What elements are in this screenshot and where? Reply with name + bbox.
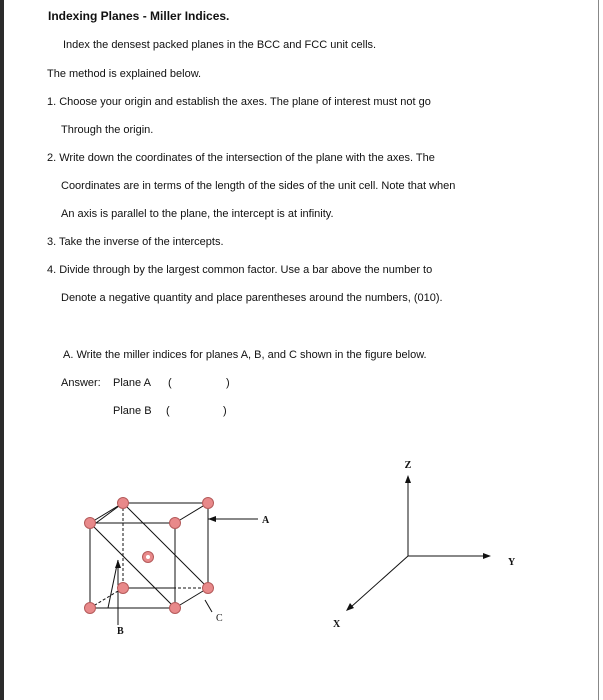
atom-body-center-highlight — [146, 555, 150, 559]
left-border — [0, 0, 4, 700]
atom-front-top-right — [170, 518, 181, 529]
plane-a-label: Plane A — [113, 377, 151, 389]
step-2-line-1: 2. Write down the coordinates of the intersection of the plane with the axes. The — [47, 152, 435, 164]
step-4-line-1: 4. Divide through by the largest common factor. Use a bar above the number to — [47, 264, 433, 276]
axis-z-label: Z — [404, 460, 412, 471]
arrow-head-a — [208, 516, 216, 522]
question-a: A. Write the miller indices for planes A, B, and C shown in the figure below. — [63, 349, 427, 361]
axis-x-label: X — [333, 619, 341, 630]
plane-diagonal-front — [90, 523, 175, 608]
step-2-line-3: An axis is parallel to the plane, the intercept is at infinity. — [61, 208, 334, 220]
atom-back-top-left — [118, 498, 129, 509]
plane-b-paren-open: ( — [166, 405, 170, 417]
answer-label: Answer: — [61, 377, 101, 389]
miller-indices-figure — [70, 440, 550, 650]
subtitle: Index the densest packed planes in the BCC and FCC unit cells. — [63, 39, 377, 51]
atom-back-bottom-right — [203, 583, 214, 594]
atom-front-bottom-left — [85, 603, 96, 614]
step-1-line-1: 1. Choose your origin and establish the axes. The plane of interest must not go — [47, 96, 431, 108]
arrow-head-b — [115, 560, 121, 568]
page-title: Indexing Planes - Miller Indices. — [48, 9, 230, 23]
method-intro: The method is explained below. — [47, 68, 202, 80]
atom-back-bottom-left — [118, 583, 129, 594]
label-plane-a: A — [262, 515, 270, 526]
plane-b-label: Plane B — [113, 405, 152, 417]
right-border — [598, 0, 599, 700]
step-1-line-2: Through the origin. — [61, 124, 154, 136]
plane-diagonal-back — [123, 503, 208, 588]
label-plane-c: C — [216, 613, 223, 624]
arrow-to-plane-c — [205, 600, 212, 612]
axis-x-arrowhead — [346, 603, 354, 611]
step-4-line-2: Denote a negative quantity and place parentheses around the numbers, (010). — [61, 292, 443, 304]
plane-b-paren-close: ) — [223, 405, 227, 417]
atom-front-top-left — [85, 518, 96, 529]
atom-back-top-right — [203, 498, 214, 509]
axis-z-arrowhead — [405, 475, 411, 483]
label-plane-b: B — [117, 626, 124, 637]
axis-y-arrowhead — [483, 553, 491, 559]
axis-y-label: Y — [508, 557, 516, 568]
atom-front-bottom-right — [170, 603, 181, 614]
plane-a-paren-close: ) — [226, 377, 230, 389]
plane-a-paren-open: ( — [168, 377, 172, 389]
step-3: 3. Take the inverse of the intercepts. — [47, 236, 224, 248]
coordinate-axes — [351, 482, 484, 607]
step-2-line-2: Coordinates are in terms of the length of the sides of the unit cell. Note that when — [61, 180, 456, 192]
axis-x — [351, 556, 408, 607]
